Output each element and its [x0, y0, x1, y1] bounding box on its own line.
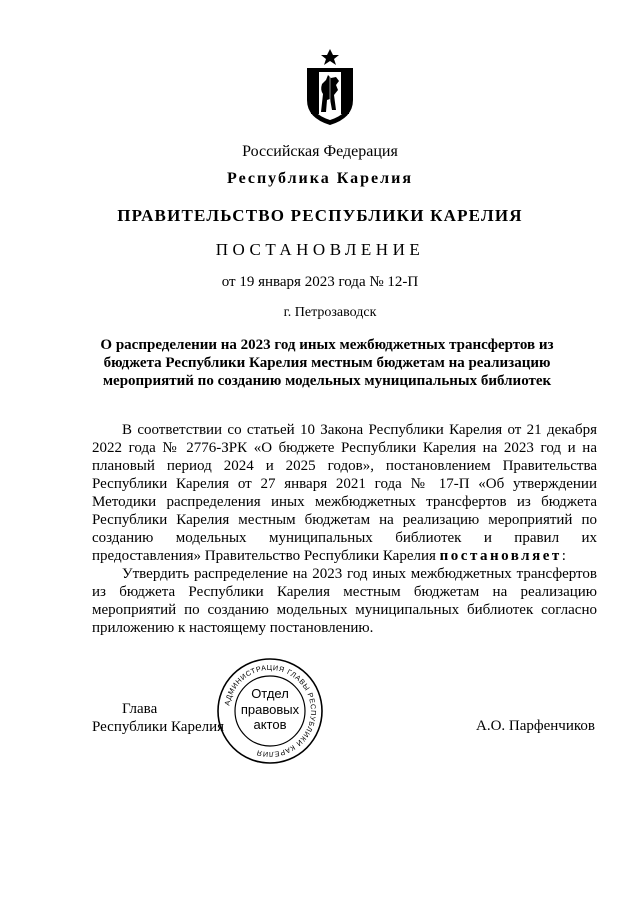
city-name: г. Петрозаводск [283, 305, 377, 320]
stamp-ring-text: АДМИНИСТРАЦИЯ ГЛАВЫ РЕСПУБЛИКИ КАРЕЛИЯ [222, 662, 319, 760]
document-type: ПОСТАНОВЛЕНИЕ [215, 240, 425, 259]
document-body [92, 421, 597, 637]
karelia-coat-of-arms-icon [303, 48, 357, 126]
stamp-line-3: актов [253, 717, 287, 732]
body-paragraph-1 [92, 421, 597, 565]
country-name: Российская Федерация [242, 143, 398, 160]
stamp-line-2: правовых [240, 702, 300, 717]
resolves-emphasis: постановляет [439, 548, 562, 564]
body-paragraph-1-end: : [561, 548, 566, 564]
signatory-title [92, 700, 224, 736]
signatory-name: А.О. Парфенчиков [476, 718, 595, 734]
legal-department-stamp [215, 656, 325, 766]
document-subject: О распределении на 2023 год иных межбюджетных трансфертов из бюджета Республики Карелия местным бюджетам на реализацию мероприятий по созданию модельных муниципальных библиотек [100, 337, 554, 389]
government-title: ПРАВИТЕЛЬСТВО РЕСПУБЛИКИ КАРЕЛИЯ [117, 206, 523, 225]
signatory-title-line-1: Глава [122, 701, 158, 717]
body-paragraph-1-text: В соответствии со статьей 10 Закона Республики Карелия от 21 декабря 2022 года № 2776-ЗРК «О бюджете Республики Карелия на 2023 год и на плановый период 2024 и 2025 годов», постановлением Правительства Республики Карелия от 27 января 2021 года № 17-П «Об утверждении Методики распределения иных межбюджетных трансфертов из бюджета Республики Карелия местным бюджетам на реализацию мероприятий по созданию модельных муниципальных библиотек и правил их предоставления» Правительство Республики Карелия [92, 422, 597, 564]
signatory-title-line-2: Республики Карелия [92, 719, 225, 735]
stamp-line-1: Отдел [251, 686, 289, 701]
republic-name: Республика Карелия [227, 170, 413, 187]
body-paragraph-2: Утвердить распределение на 2023 год иных межбюджетных трансфертов из бюджета Республики Карелия местным бюджетам на реализацию мероприятий по созданию модельных муниципальных библиотек согласно приложению к настоящему постановлению. [92, 566, 597, 636]
date-number-line: от 19 января 2023 года № 12-П [221, 274, 419, 290]
